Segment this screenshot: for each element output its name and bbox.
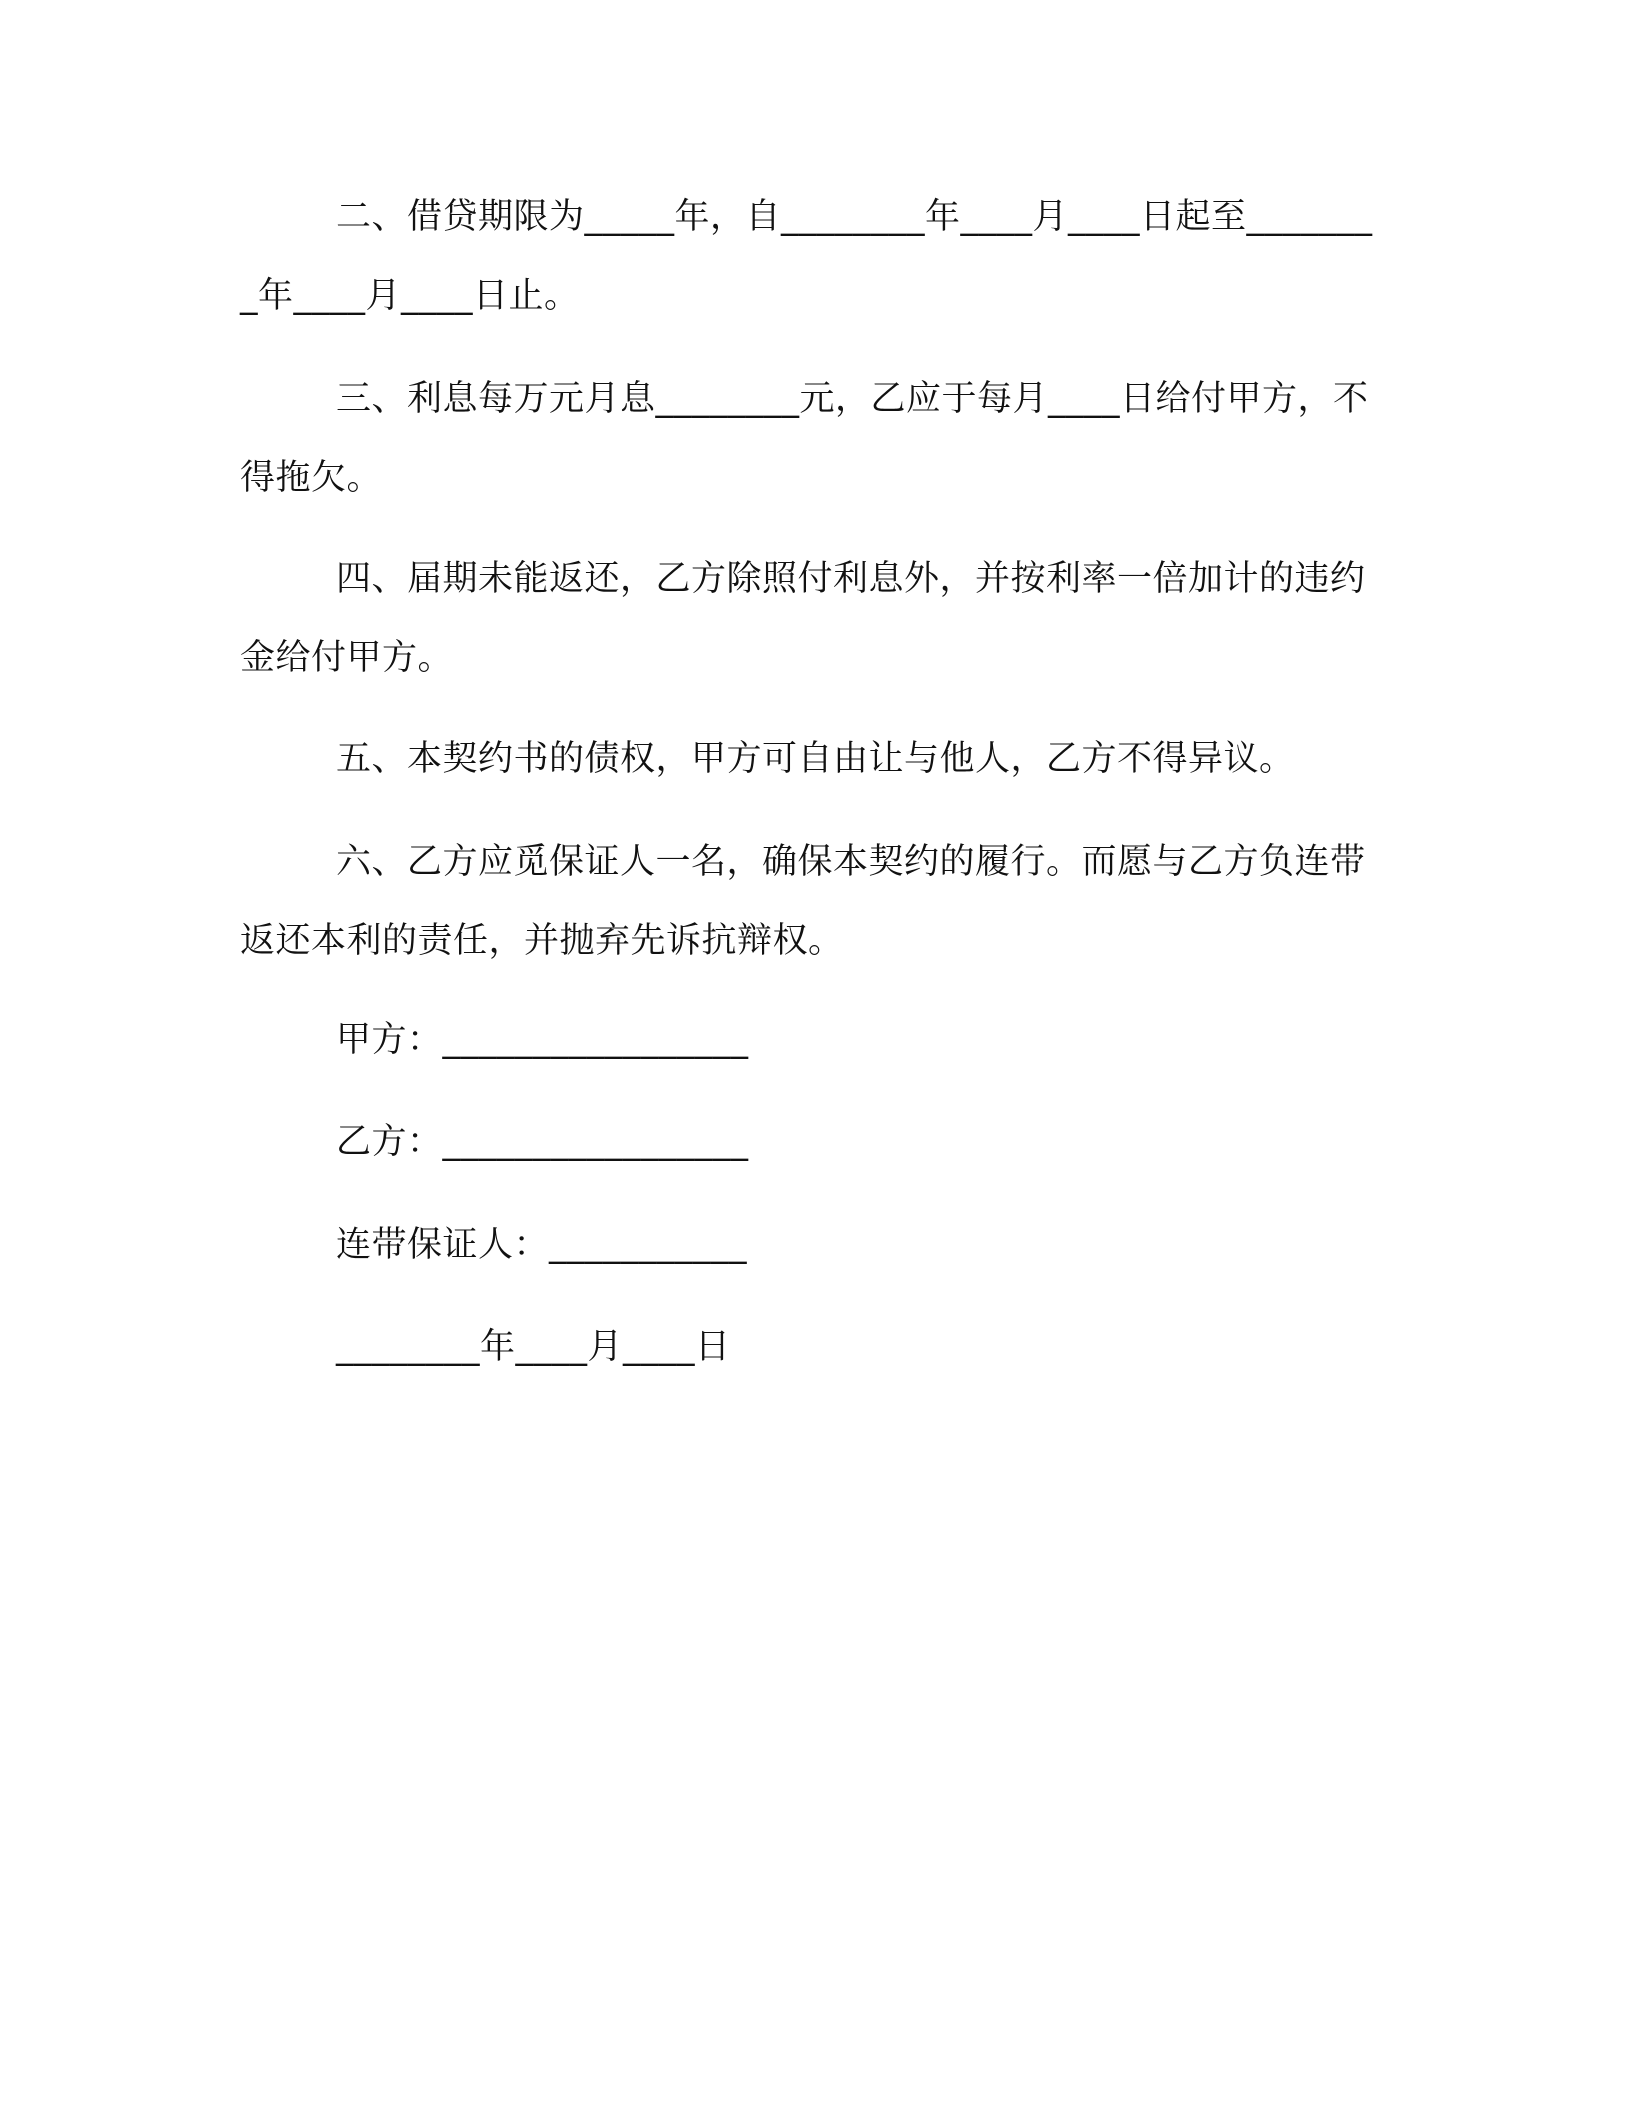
- clause-assignment: 五、本契约书的债权，甲方可自由让与他人，乙方不得异议。: [336, 739, 1295, 779]
- clause-interest: 三、利息每万元月息________元，乙应于每月____日给付甲方，不得拖欠。: [240, 379, 1369, 498]
- signature-party-b: 乙方：_________________: [336, 1122, 749, 1162]
- clause-loan-term: 二、借贷期限为_____年，自________年____月____日起至________年____月____日止。: [240, 197, 1373, 316]
- clause-guarantor: 六、乙方应觅保证人一名，确保本契约的履行。而愿与乙方负连带返还本利的责任，并抛弃先诉抗辩权。: [240, 842, 1366, 961]
- clause-default-penalty: 四、届期未能返还，乙方除照付利息外，并按利率一倍加计的违约金给付甲方。: [240, 559, 1366, 678]
- signature-date: ________年____月____日: [336, 1327, 731, 1367]
- signature-guarantor: 连带保证人：___________: [336, 1225, 748, 1265]
- signature-party-a: 甲方：_________________: [336, 1020, 749, 1060]
